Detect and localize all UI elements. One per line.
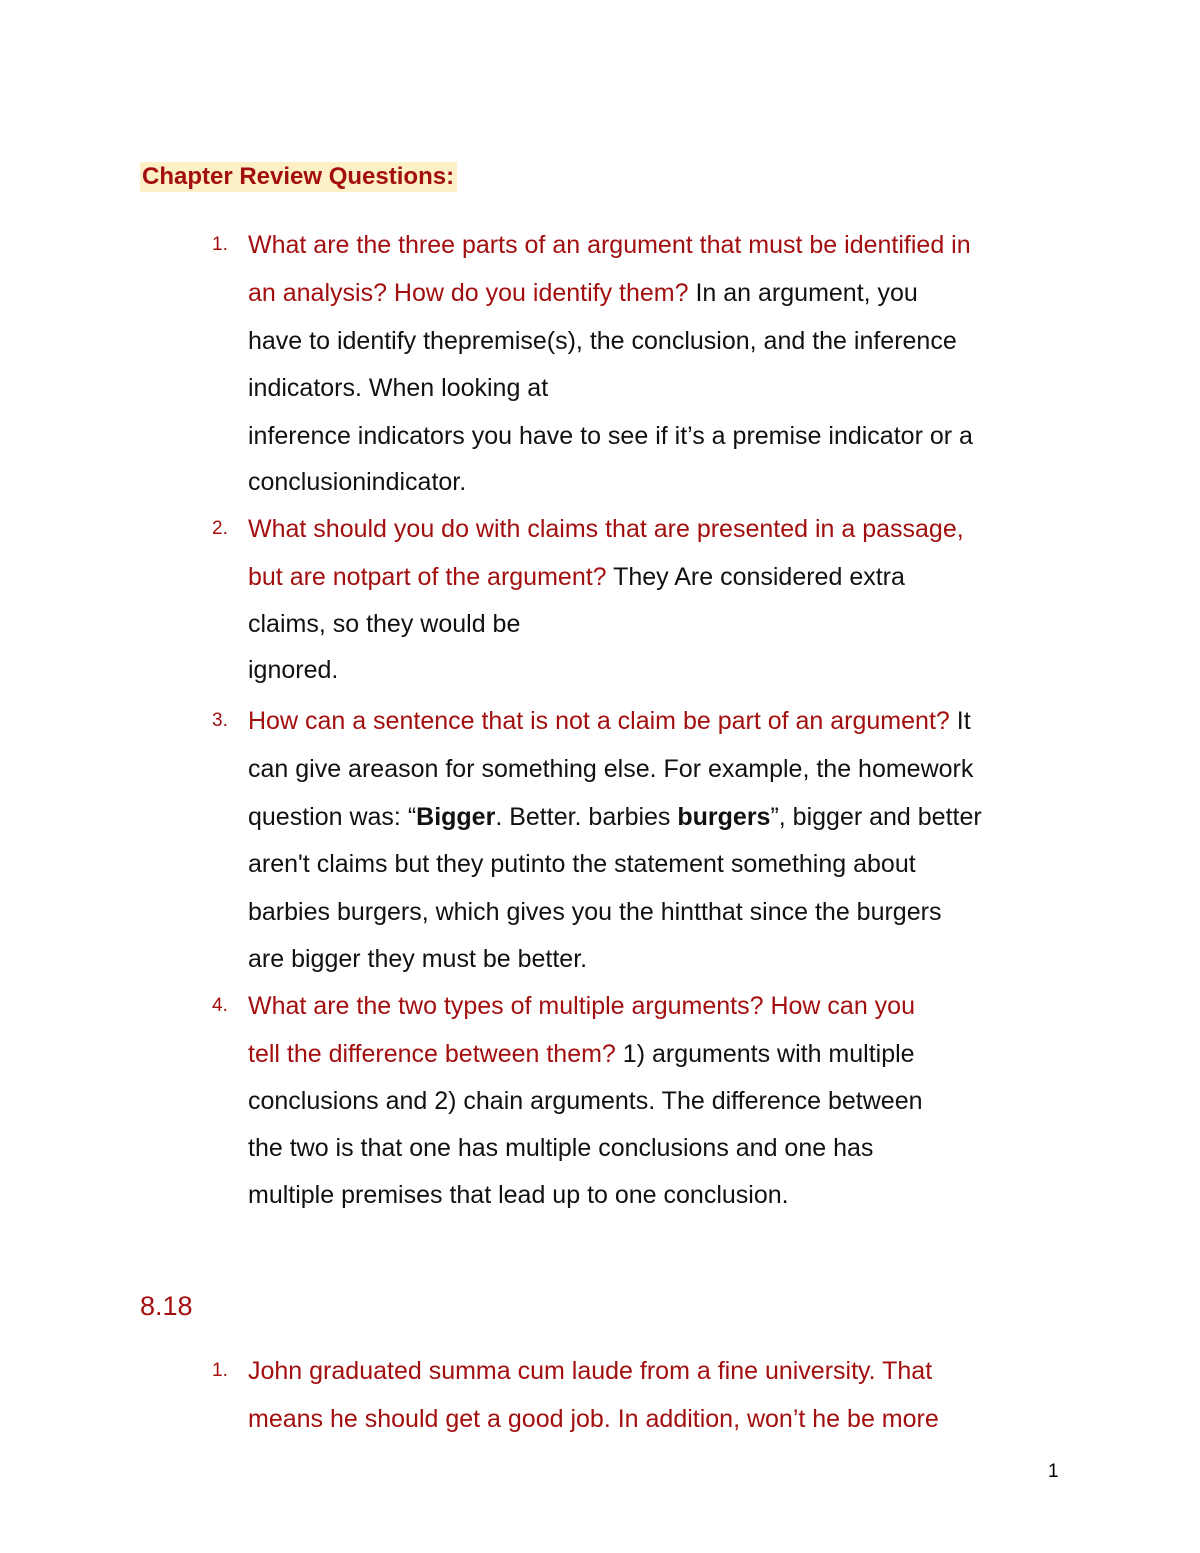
answer-text: claims, so they would be <box>248 610 521 638</box>
answer-text: . Better. barbies <box>495 803 678 831</box>
answer-text: conclusionindicator. <box>248 468 467 496</box>
answer-text: have to identify thepremise(s), the conclusion, and the inference <box>248 327 957 355</box>
question-4-line <box>248 1133 873 1163</box>
question-4-line <box>248 991 915 1021</box>
question-text: but are notpart of the argument? <box>248 563 607 591</box>
answer-text: can give areason for something else. For example, the homework <box>248 755 974 783</box>
page-number: 1 <box>1048 1461 1059 1482</box>
answer-text: It <box>949 707 971 735</box>
section-title: 8.18 <box>140 1291 193 1321</box>
question-4-line <box>248 1180 789 1210</box>
question-3-line <box>248 706 971 736</box>
answer-text: the two is that one has multiple conclusions and one has <box>248 1134 874 1162</box>
question-2-number: 2. <box>212 518 228 539</box>
answer-text: 1) arguments with multiple <box>615 1040 915 1068</box>
answer-text: ”, bigger and better <box>770 803 982 831</box>
exercise-1-line: John graduated summa cum laude from a fine university. That <box>248 1357 933 1385</box>
question-1-line <box>248 373 548 403</box>
question-text: What are the three parts of an argument that must be identified in <box>248 231 971 259</box>
answer-text: They Are considered extra <box>606 563 905 591</box>
question-4-line <box>248 1039 915 1069</box>
exercise-1-number: 1. <box>212 1360 228 1381</box>
question-3-line <box>248 944 587 974</box>
answer-text: conclusions and 2) chain arguments. The difference between <box>248 1087 923 1115</box>
question-2-line <box>248 655 338 685</box>
answer-bold-text: burgers <box>677 803 771 831</box>
question-4-line <box>248 1086 923 1116</box>
answer-text: multiple premises that lead up to one conclusion. <box>248 1181 789 1209</box>
answer-text: inference indicators you have to see if it’s a premise indicator or a <box>248 422 973 450</box>
question-2-line <box>248 562 905 592</box>
answer-text: indicators. When looking at <box>248 374 549 402</box>
question-3-number: 3. <box>212 710 228 731</box>
question-2-line <box>248 609 520 639</box>
question-3-line <box>248 849 916 879</box>
question-4-number: 4. <box>212 995 228 1016</box>
answer-text: aren't claims but they putinto the statement something about <box>248 850 916 878</box>
answer-text: ignored. <box>248 656 339 684</box>
question-1-line <box>248 326 957 356</box>
answer-text: are bigger they must be better. <box>248 945 588 973</box>
answer-text: barbies burgers, which gives you the hintthat since the burgers <box>248 898 942 926</box>
question-text: an analysis? How do you identify them? <box>248 279 689 307</box>
exercise-1-line: means he should get a good job. In addition, won’t he be more <box>248 1405 939 1433</box>
question-2-line <box>248 514 964 544</box>
question-text: What should you do with claims that are presented in a passage, <box>248 515 964 543</box>
question-1-line <box>248 230 971 260</box>
answer-text: question was: “ <box>248 803 417 831</box>
question-1-line <box>248 278 918 308</box>
question-1-line <box>248 467 466 497</box>
question-1-line <box>248 421 973 451</box>
page-heading: Chapter Review Questions: <box>140 162 457 192</box>
question-3-line <box>248 897 941 927</box>
question-text: What are the two types of multiple arguments? How can you <box>248 992 915 1020</box>
answer-bold-text: Bigger <box>416 803 496 831</box>
question-3-line <box>248 754 973 784</box>
question-3-line <box>248 802 982 832</box>
question-1-number: 1. <box>212 234 228 255</box>
answer-text: In an argument, you <box>688 279 918 307</box>
question-text: tell the difference between them? <box>248 1040 616 1068</box>
question-text: How can a sentence that is not a claim be part of an argument? <box>248 707 950 735</box>
